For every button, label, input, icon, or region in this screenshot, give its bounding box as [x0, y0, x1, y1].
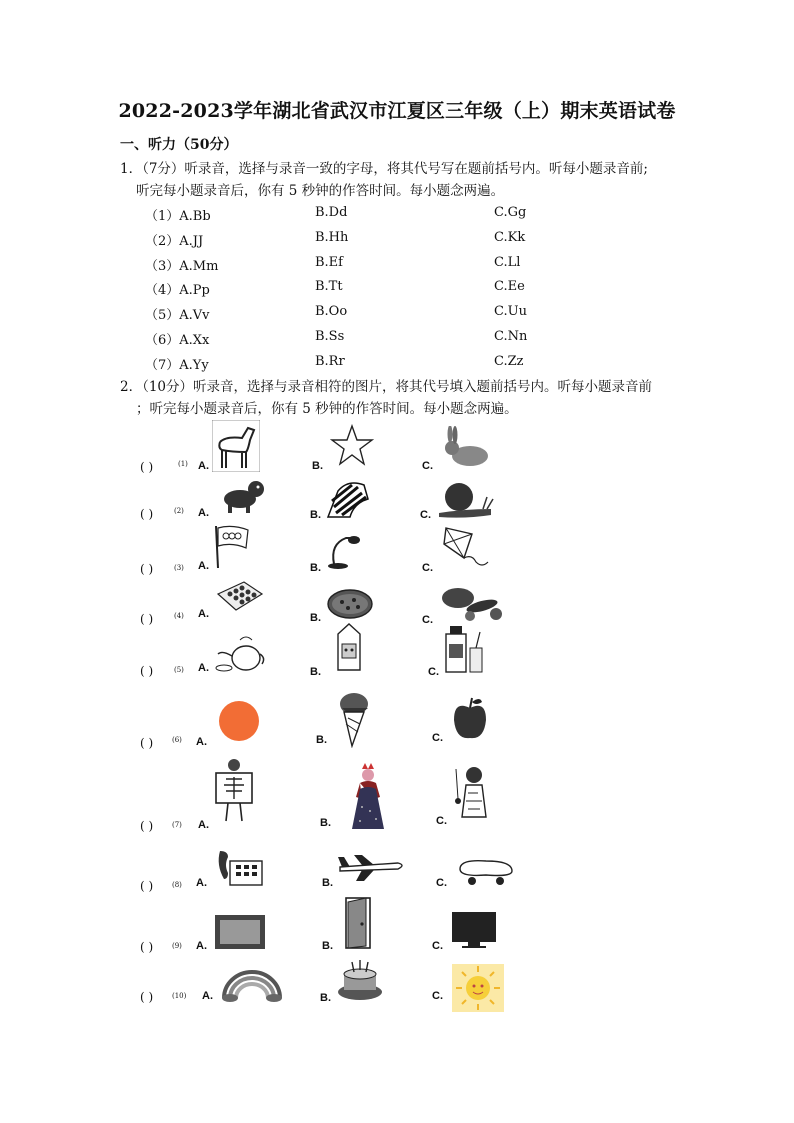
option-a-label: A.	[198, 819, 209, 831]
picture-row-8	[130, 845, 550, 905]
letter-option-row	[145, 329, 565, 354]
question-1-text	[120, 158, 700, 202]
question-1-options	[145, 205, 565, 379]
answer-paren[interactable]: ( )	[140, 562, 154, 576]
picture-row-1	[130, 420, 550, 480]
picture-row-10	[130, 962, 550, 1022]
horse-icon[interactable]	[212, 420, 260, 472]
option-c-label: C.	[432, 990, 443, 1002]
option-b[interactable]: B.Hh	[315, 229, 349, 245]
option-a-label: A.	[198, 662, 209, 674]
row-number: (10)	[172, 992, 187, 1000]
answer-paren[interactable]: ( )	[140, 664, 154, 678]
question-2-line1: 2．（10分）听录音，选择与录音相符的图片，将其代号填入题前括号内。听每小题录音前	[120, 379, 653, 395]
letter-option-row	[145, 205, 565, 230]
option-a-label: A.	[198, 507, 209, 519]
answer-paren[interactable]: ( )	[140, 879, 154, 893]
teapot-icon[interactable]	[214, 632, 266, 674]
door-icon[interactable]	[344, 896, 374, 950]
option-a-label: A.	[202, 990, 213, 1002]
option-c-label: C.	[422, 460, 433, 472]
row-number: (1)	[178, 460, 188, 468]
cake-icon[interactable]	[334, 956, 386, 1002]
option-a[interactable]: （2）A.JJ	[145, 233, 204, 249]
option-b-label: B.	[320, 992, 331, 1004]
option-b-label: B.	[310, 612, 321, 624]
question-1-line2: 听完每小题录音后，你有 5 秒钟的作答时间。每小题念两遍。	[136, 183, 505, 199]
option-c[interactable]: C.Gg	[494, 205, 527, 220]
letter-option-row	[145, 354, 565, 379]
option-b-label: B.	[310, 666, 321, 678]
section-listening: 一、听力（50分）	[120, 137, 238, 153]
option-c-label: C.	[420, 509, 431, 521]
ice-cream-icon[interactable]	[334, 690, 374, 748]
row-number: (6)	[172, 736, 182, 744]
rabbit-icon[interactable]	[440, 426, 492, 468]
skateboard-icon[interactable]	[456, 853, 516, 887]
answer-paren[interactable]: ( )	[140, 612, 154, 626]
option-c-label: C.	[432, 940, 443, 952]
option-a[interactable]: （3）A.Mm	[145, 258, 219, 274]
option-b[interactable]: B.Ss	[315, 328, 345, 344]
option-a-label: A.	[198, 560, 209, 572]
letter-option-row	[145, 230, 565, 255]
picture-row-9	[130, 900, 550, 960]
answer-paren[interactable]: ( )	[140, 940, 154, 954]
option-b-label: B.	[312, 460, 323, 472]
option-a-label: A.	[196, 940, 207, 952]
picture-row-3	[130, 528, 550, 588]
flag-icon[interactable]	[212, 522, 252, 568]
option-c-label: C.	[422, 614, 433, 626]
milk-carton-icon[interactable]	[334, 622, 364, 672]
answer-paren[interactable]: ( )	[140, 507, 154, 521]
option-a-label: A.	[198, 608, 209, 620]
letter-option-row	[145, 304, 565, 329]
option-b-label: B.	[310, 509, 321, 521]
option-c[interactable]: C.Ee	[494, 279, 525, 295]
option-a-label: A.	[196, 736, 207, 748]
option-b[interactable]: B.Ef	[315, 254, 343, 270]
rainbow-icon[interactable]	[220, 966, 284, 1002]
option-c-label: C.	[436, 815, 447, 827]
row-number: (4)	[174, 612, 184, 620]
option-a[interactable]: （4）A.Pp	[145, 283, 210, 299]
kite-icon[interactable]	[442, 524, 490, 570]
lamp-icon[interactable]	[324, 530, 364, 570]
picture-row-5	[130, 630, 550, 690]
question-1-line1: 1．（7分）听录音，选择与录音一致的字母，将其代号写在题前括号内。听每小题录音前;	[120, 161, 648, 177]
option-c-label: C.	[428, 666, 439, 678]
orange-icon[interactable]	[218, 700, 260, 742]
option-c[interactable]: C.Kk	[494, 229, 526, 245]
option-c[interactable]: C.Uu	[494, 304, 527, 320]
row-number: (9)	[172, 942, 182, 950]
option-c[interactable]: C.Ll	[494, 254, 521, 270]
option-b[interactable]: B.Dd	[315, 205, 348, 220]
option-c-label: C.	[432, 732, 443, 744]
picture-row-6	[130, 690, 550, 760]
zebra-icon[interactable]	[324, 477, 372, 519]
option-c[interactable]: C.Nn	[494, 328, 528, 344]
option-a-label: A.	[196, 877, 207, 889]
option-c-label: C.	[422, 562, 433, 574]
answer-paren[interactable]: ( )	[140, 990, 154, 1004]
answer-paren[interactable]: ( )	[140, 460, 154, 474]
option-c-label: C.	[436, 877, 447, 889]
apple-icon[interactable]	[450, 696, 490, 742]
row-number: (5)	[174, 666, 184, 674]
question-2-text	[120, 376, 700, 420]
letter-option-row	[145, 255, 565, 280]
option-b[interactable]: B.Oo	[315, 304, 348, 320]
airplane-icon[interactable]	[336, 853, 406, 883]
vegetables-icon[interactable]	[440, 584, 506, 624]
option-a[interactable]: （7）A.Yy	[145, 357, 209, 373]
option-b-label: B.	[322, 940, 333, 952]
letter-option-row	[145, 279, 565, 304]
option-b-label: B.	[322, 877, 333, 889]
option-b[interactable]: B.Tt	[315, 279, 343, 295]
telephone-icon[interactable]	[214, 845, 266, 889]
picture-frame-icon[interactable]	[214, 914, 266, 950]
option-a[interactable]: （6）A.Xx	[145, 332, 210, 348]
yoyo-girl-icon[interactable]	[446, 765, 494, 825]
option-b[interactable]: B.Rr	[315, 353, 345, 369]
row-number: (3)	[174, 564, 184, 572]
picture-row-7	[130, 765, 550, 835]
pizza-icon[interactable]	[326, 586, 374, 622]
row-number: (8)	[172, 881, 182, 889]
row-number: (7)	[172, 821, 182, 829]
option-c[interactable]: C.Zz	[494, 353, 524, 369]
option-b-label: B.	[310, 562, 321, 574]
option-b-label: B.	[316, 734, 327, 746]
queen-icon[interactable]	[348, 763, 388, 829]
option-b-label: B.	[320, 817, 331, 829]
option-a[interactable]: （1）A.Bb	[145, 209, 211, 224]
row-number: (2)	[174, 507, 184, 515]
answer-paren[interactable]: ( )	[140, 736, 154, 750]
juice-icon[interactable]	[442, 624, 486, 674]
tv-icon[interactable]	[450, 910, 498, 950]
option-a[interactable]: （5）A.Vv	[145, 308, 210, 324]
chocolate-box-icon[interactable]	[214, 580, 264, 614]
option-a-label: A.	[198, 460, 209, 472]
dog-icon[interactable]	[218, 475, 268, 515]
x-ray-icon[interactable]	[214, 757, 254, 823]
page-title: 2022-2023学年湖北省武汉市江夏区三年级（上）期末英语试卷	[118, 100, 676, 122]
snail-icon[interactable]	[435, 479, 495, 519]
question-2-line2: ；听完每小题录音后，你有 5 秒钟的作答时间。每小题念两遍。	[136, 401, 518, 417]
sun-icon[interactable]	[452, 964, 504, 1012]
answer-paren[interactable]: ( )	[140, 819, 154, 833]
star-icon[interactable]	[330, 424, 374, 468]
